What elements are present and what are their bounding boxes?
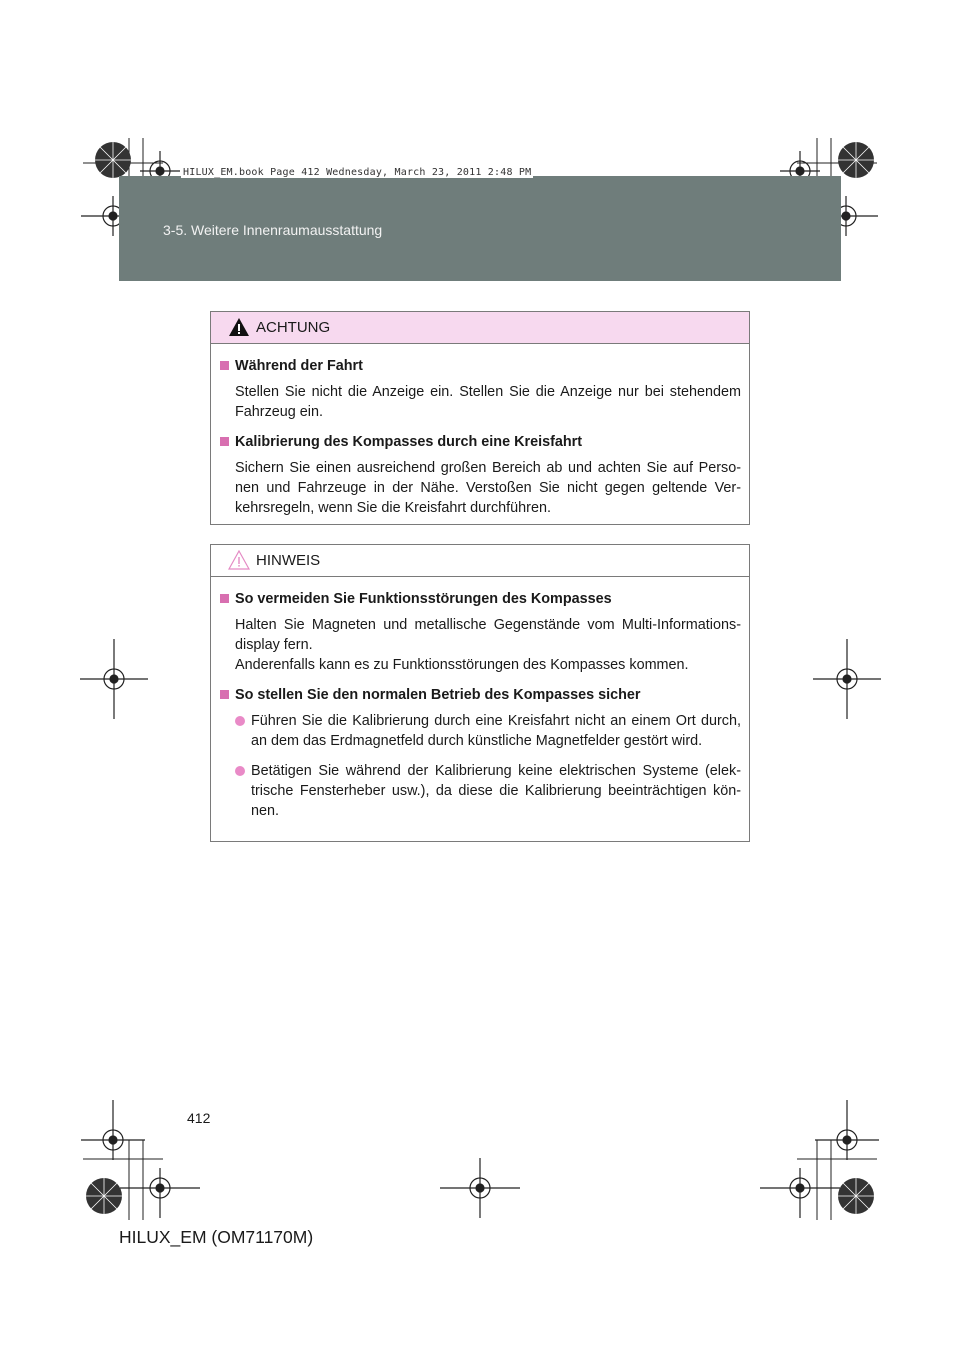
notice-text-1a: Halten Sie Magneten und metallische Gegenstände vom Multi-Informations-display fern. (235, 617, 741, 653)
print-stamp: HILUX_EM.book Page 412 Wednesday, March 23, 2011 2:48 PM (183, 167, 532, 178)
notice-icon (228, 550, 250, 570)
notice-box (210, 544, 750, 842)
bullet-dot-icon (235, 716, 245, 726)
heading-square-icon (220, 437, 229, 446)
caution-box (210, 311, 750, 525)
notice-header (211, 545, 749, 577)
notice-label: HINWEIS (256, 552, 321, 569)
caution-text-1: Stellen Sie nicht die Anzeige ein. Stellen Sie die Anzeige nur bei stehendem Fahrzeug ein. (235, 384, 741, 420)
notice-heading-2: So stellen Sie den normalen Betrieb des Kompasses sicher (219, 685, 741, 705)
caution-header (211, 312, 749, 344)
notice-text-1b: Anderenfalls kann es zu Funktionsstörungen des Kompasses kommen. (235, 657, 689, 673)
heading-square-icon (220, 690, 229, 699)
section-header-bar (119, 176, 841, 281)
caution-heading-1: Während der Fahrt (219, 356, 741, 376)
footer-doc-id: HILUX_EM (OM71170M) (119, 1227, 314, 1247)
warning-icon (228, 317, 250, 337)
bullet-dot-icon (235, 766, 245, 776)
section-title: 3-5. Weitere Innenraumausstattung (163, 222, 383, 238)
heading-square-icon (220, 594, 229, 603)
caution-heading-2: Kalibrierung des Kompasses durch eine Kreisfahrt (219, 432, 741, 452)
notice-heading-1: So vermeiden Sie Funktionsstörungen des Kompasses (219, 589, 741, 609)
heading-square-icon (220, 361, 229, 370)
page-number: 412 (187, 1110, 211, 1126)
caution-label: ACHTUNG (256, 319, 331, 336)
notice-bullet-1: Führen Sie die Kalibrierung durch eine Kreisfahrt nicht an einem Ort durch, an dem das Erdmagnetfeld durch künstliche Magnetfelder gestört wird. (219, 711, 741, 751)
notice-bullet-2: Betätigen Sie während der Kalibrierung keine elektrischen Systeme (elek-trische Fensterheber usw.), da diese die Kalibrierung beeinträchtigen kön-nen. (219, 761, 741, 821)
caution-text-2: Sichern Sie einen ausreichend großen Bereich ab und achten Sie auf Perso-nen und Fahrzeuge in der Nähe. Verstoßen Sie nicht gegen geltende Ver-kehrsregeln, wenn Sie die Kreisfahrt durchführen. (235, 460, 741, 516)
